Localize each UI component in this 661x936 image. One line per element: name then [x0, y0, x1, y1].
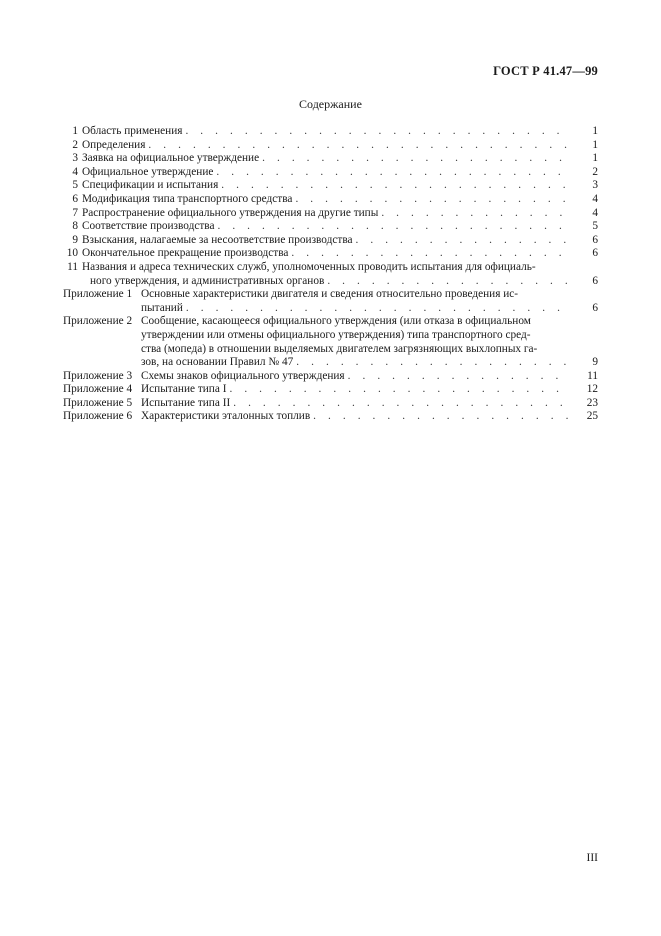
toc-entry-appendix-1[interactable] [63, 288, 598, 315]
dot-leader [185, 125, 569, 139]
appendix-title-line: ства (мопеда) в отношении выделяемых двигателем загрязняющих выхлопных га- [141, 342, 538, 355]
section-title-line: ного утверждения, и административных органов [90, 274, 325, 287]
page-number: 12 [586, 383, 598, 396]
dot-leader [217, 220, 569, 234]
page-number: 11 [587, 369, 598, 382]
appendix-title-line: зов, на основании Правил № 47 [141, 356, 294, 369]
appendix-title-line: Основные характеристики двигателя и сведения относительно проведения ис- [141, 288, 519, 301]
page-number: 1 [592, 152, 598, 165]
dot-leader [221, 179, 569, 193]
toc-entry-appendix-6[interactable] [63, 410, 598, 424]
section-title: Определения [82, 138, 146, 151]
section-title: Взыскания, налагаемые за несоответствие производства [82, 233, 353, 246]
section-number: 10 [66, 247, 78, 260]
toc-entry-section-1[interactable] [63, 125, 598, 139]
dot-leader [216, 166, 569, 180]
toc-entry-section-11[interactable] [63, 261, 598, 288]
page-number: 3 [592, 179, 598, 192]
dot-leader [291, 247, 569, 261]
section-number: 5 [72, 179, 78, 192]
footer-page-number: III [586, 852, 598, 864]
dot-leader [186, 302, 569, 316]
toc-entry-section-9[interactable] [63, 234, 598, 248]
section-title: Распространение официального утверждения на другие типы [82, 206, 379, 219]
dot-leader [295, 193, 569, 207]
page-number: 2 [592, 165, 598, 178]
toc-entry-appendix-4[interactable] [63, 383, 598, 397]
page-number: 6 [592, 233, 598, 246]
toc-title: Содержание [299, 97, 362, 111]
section-number: 8 [72, 220, 78, 233]
dot-leader [327, 275, 569, 289]
toc-entry-appendix-2[interactable] [63, 315, 598, 369]
appendix-label: Приложение 6 [63, 410, 133, 423]
section-title: Соответствие производства [82, 220, 215, 233]
page-number: 1 [592, 125, 598, 137]
appendix-title: Схемы знаков официального утверждения [141, 369, 345, 382]
toc-entry-section-7[interactable] [63, 207, 598, 221]
toc-entry-section-5[interactable] [63, 179, 598, 193]
toc-entry-section-2[interactable] [63, 139, 598, 153]
section-number: 1 [72, 125, 78, 137]
section-title-line: Названия и адреса технических служб, уполномоченных проводить испытания для официаль- [82, 260, 536, 273]
appendix-label: Приложение 1 [63, 288, 133, 301]
section-number: 3 [72, 152, 78, 165]
toc-entry-section-3[interactable] [63, 152, 598, 166]
dot-leader [381, 207, 569, 221]
section-title: Модификация типа транспортного средства [82, 192, 293, 205]
appendix-label: Приложение 4 [63, 383, 133, 396]
page-number: 23 [586, 396, 598, 409]
appendix-title: Испытание типа I [141, 383, 227, 396]
page-number: 4 [592, 206, 598, 219]
dot-leader [296, 356, 569, 370]
toc-entry-section-6[interactable] [63, 193, 598, 207]
appendix-title-line: Сообщение, касающееся официального утверждения (или отказа в официальном [141, 315, 531, 328]
page-number: 5 [592, 220, 598, 233]
appendix-title: Испытание типа II [141, 396, 231, 409]
toc-entry-section-10[interactable] [63, 247, 598, 261]
page-number: 25 [586, 410, 598, 423]
appendix-label: Приложение 3 [63, 369, 133, 382]
toc-entry-section-4[interactable] [63, 166, 598, 180]
section-number: 6 [72, 192, 78, 205]
toc-entry-appendix-5[interactable] [63, 397, 598, 411]
dot-leader [313, 410, 569, 424]
dot-leader [348, 370, 569, 384]
page-number: 6 [592, 301, 598, 314]
appendix-title-line: пытаний [141, 301, 183, 314]
dot-leader [233, 397, 569, 411]
appendix-label: Приложение 5 [63, 396, 133, 409]
section-number: 4 [72, 165, 78, 178]
toc-entry-section-8[interactable] [63, 220, 598, 234]
page-number: 6 [592, 247, 598, 260]
page-number: 1 [592, 138, 598, 151]
dot-leader [262, 152, 569, 166]
section-title: Окончательное прекращение производства [82, 247, 289, 260]
appendix-label: Приложение 2 [63, 315, 133, 328]
table-of-contents [63, 125, 598, 424]
dot-leader [356, 234, 569, 248]
section-title: Область применения [82, 125, 183, 137]
page-number: 4 [592, 192, 598, 205]
section-number: 9 [72, 233, 78, 246]
document-code: ГОСТ Р 41.47—99 [493, 64, 598, 78]
page-number: 6 [592, 274, 598, 287]
appendix-title-line: утверждении или отмены официального утверждения) типа транспортного сред- [141, 328, 531, 341]
page-number: 9 [592, 356, 598, 369]
appendix-title: Характеристики эталонных топлив [141, 410, 311, 423]
section-number: 7 [72, 206, 78, 219]
section-title: Заявка на официальное утверждение [82, 152, 260, 165]
section-number: 2 [72, 138, 78, 151]
section-title: Официальное утверждение [82, 165, 214, 178]
dot-leader [148, 139, 569, 153]
dot-leader [229, 383, 569, 397]
section-number: 11 [67, 260, 78, 273]
section-title: Спецификации и испытания [82, 179, 219, 192]
toc-entry-appendix-3[interactable] [63, 370, 598, 384]
